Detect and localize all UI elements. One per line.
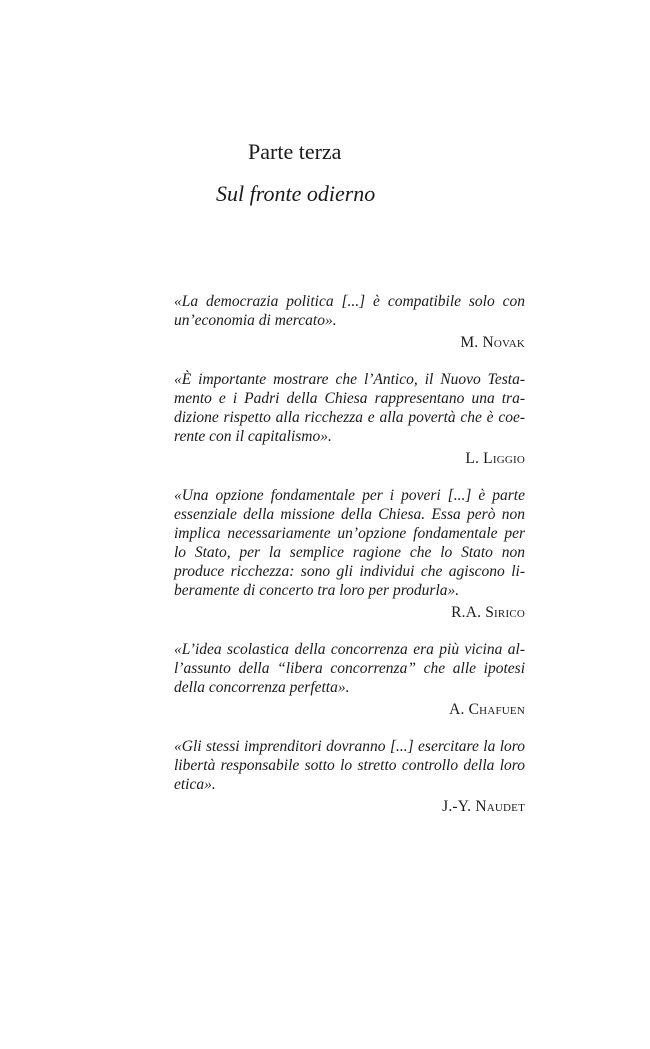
epigraph-quote: «Gli stessi imprenditori dovranno [...] esercitare la loro libertà responsabile sotto lo stretto controllo della loro etica». [174,738,525,793]
epigraph-quote: «È importante mostrare che l’Antico, il Nuovo Testamento e i Padri della Chiesa rappresentano una tradizione rispetto alla ricchezza e alla povertà che è coerente con il capitalismo». [174,371,525,445]
epigraph-novak [174,292,525,352]
epigraph-quote: «La democrazia politica [...] è compatibile solo con un’economia di mercato». [174,293,525,329]
epigraph-author: M. Novak [460,334,525,351]
epigraph-chafuen [174,640,525,719]
epigraph-author: J.-Y. Naudet [442,798,525,815]
epigraph-naudet [174,737,525,816]
epigraph-author: R.A. Sirico [451,604,525,621]
epigraph-author: A. Chafuen [449,701,525,718]
epigraph-sirico [174,486,525,622]
epigraph-author: L. Liggio [465,450,525,467]
epigraph-quote: «L’idea scolastica della concorrenza era più vicina all’assunto della “libera concorrenza” che alle ipotesi della concorrenza perfetta». [174,641,525,696]
part-title: Sul fronte odierno [216,181,376,206]
epigraph-list [174,292,525,834]
epigraph-quote: «Una opzione fondamentale per i poveri [...] è parte essenziale della missione della Chiesa. Essa però non implica necessariamente un’opzione fondamentale per lo Stato, per la semplice ragione che lo Stato non produce ricchezza: sono gli individui che agiscono liberamente di concerto tra loro per produrla». [174,487,525,599]
epigraph-liggio [174,370,525,468]
part-label: Parte terza [248,139,342,164]
